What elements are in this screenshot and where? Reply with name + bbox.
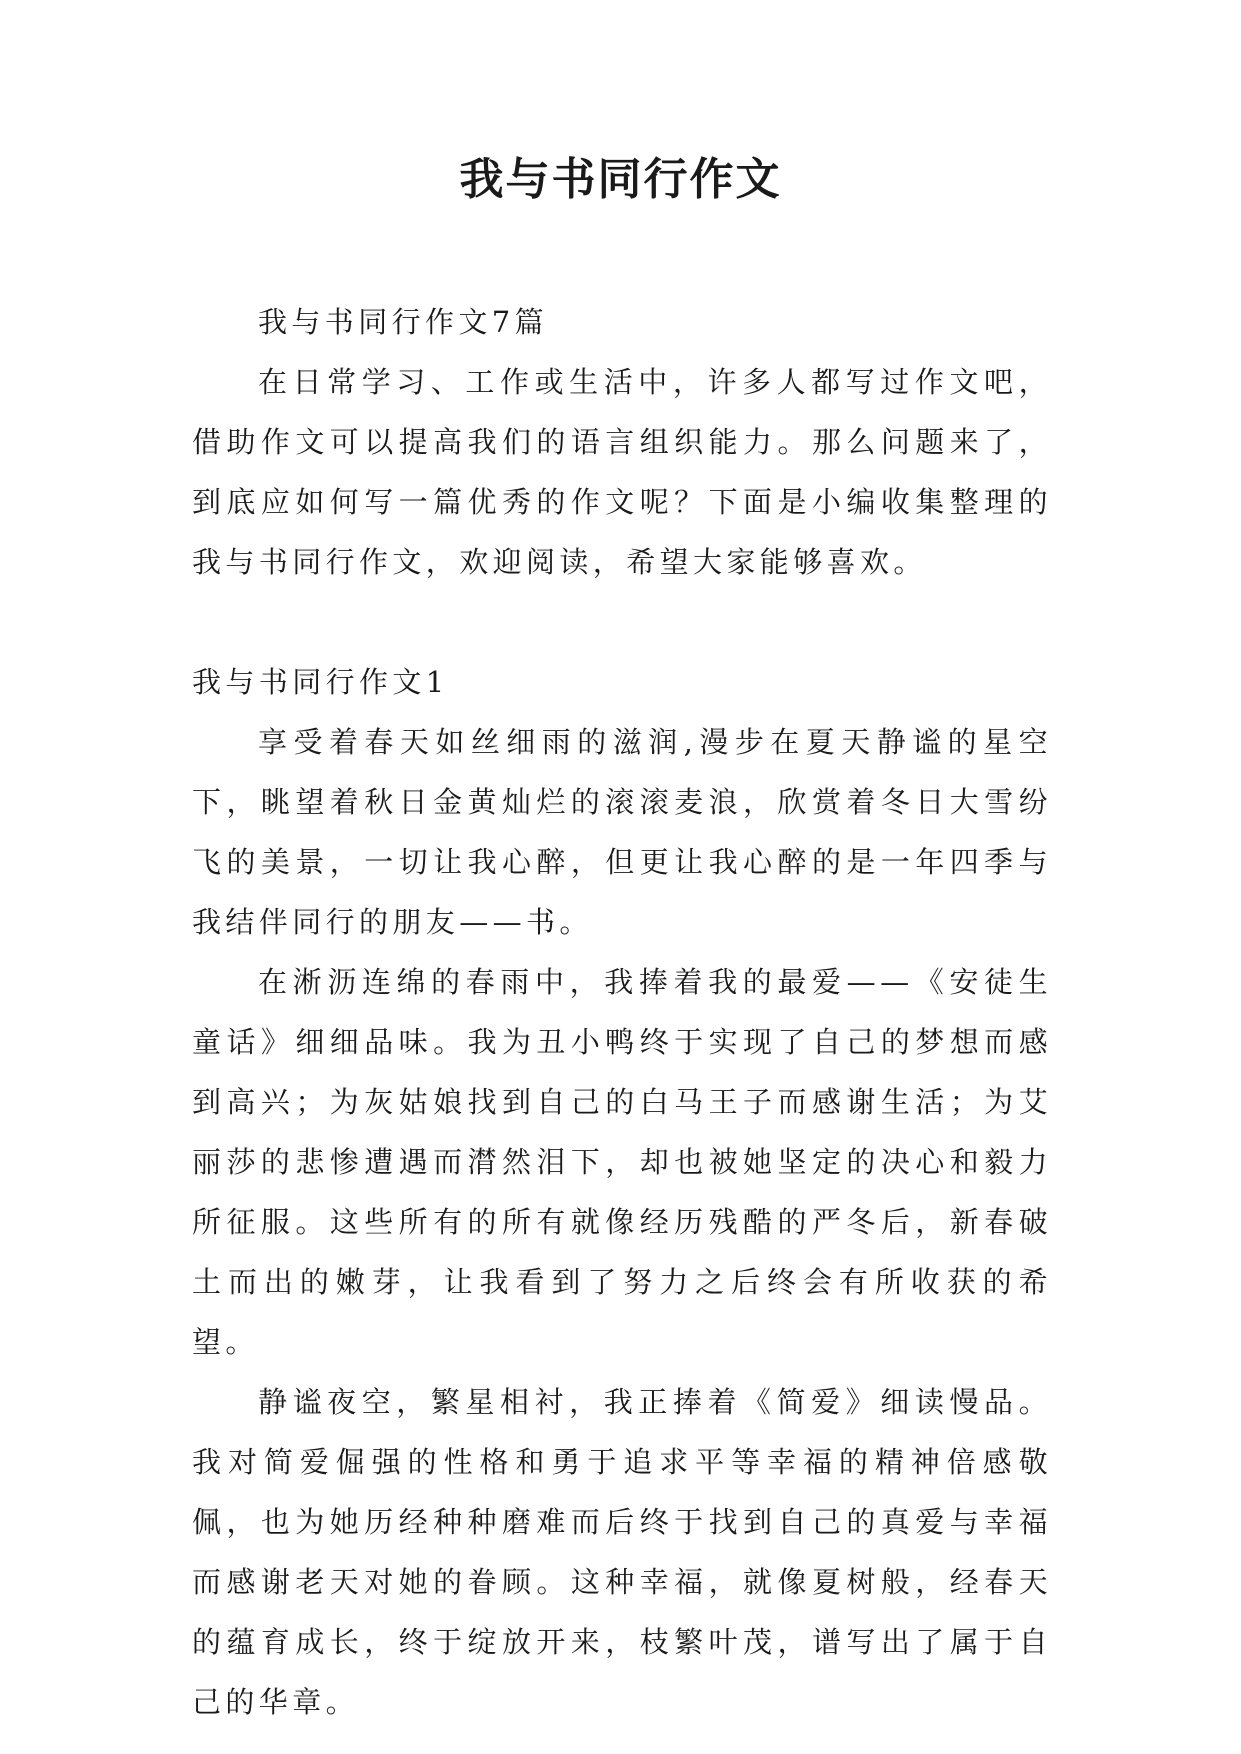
body-paragraph: 享受着春天如丝细雨的滋润,漫步在夏天静谧的星空下，眺望着秋日金黄灿烂的滚滚麦浪，欣赏着冬日大雪纷飞的美景，一切让我心醉，但更让我心醉的是一年四季与我结伴同行的朋友——书。: [192, 725, 1052, 939]
section-heading: 我与书同行作文1: [192, 665, 449, 699]
body-paragraph: 在淅沥连绵的春雨中，我捧着我的最爱——《安徒生童话》细细品味。我为丑小鸭终于实现了自己的梦想而感到高兴；为灰姑娘找到自己的白马王子而感谢生活；为艾丽莎的悲惨遭遇而潸然泪下，却也被她坚定的决心和毅力所征服。这些所有的所有就像经历残酷的严冬后，新春破土而出的嫩芽，让我看到了努力之后终会有所收获的希望。: [192, 965, 1052, 1359]
intro-paragraph: 在日常学习、工作或生活中，许多人都写过作文吧，借助作文可以提高我们的语言组织能力。那么问题来了，到底应如何写一篇优秀的作文呢？下面是小编收集整理的我与书同行作文，欢迎阅读，希望大家能够喜欢。: [192, 365, 1052, 579]
subtitle-paragraph: 我与书同行作文7篇: [258, 305, 549, 339]
document-title: 我与书同行作文: [459, 154, 782, 205]
paragraph-gap: [192, 592, 1052, 652]
body-paragraph: 静谧夜空，繁星相衬，我正捧着《简爱》细读慢品。我对简爱倔强的性格和勇于追求平等幸福的精神倍感敬佩，也为她历经种种磨难而后终于找到自己的真爱与幸福而感谢老天对她的眷顾。这种幸福，就像夏树般，经春天的蕴育成长，终于绽放开来，枝繁叶茂，谱写出了属于自己的华章。: [192, 1385, 1052, 1719]
document-body: [192, 292, 1052, 1732]
